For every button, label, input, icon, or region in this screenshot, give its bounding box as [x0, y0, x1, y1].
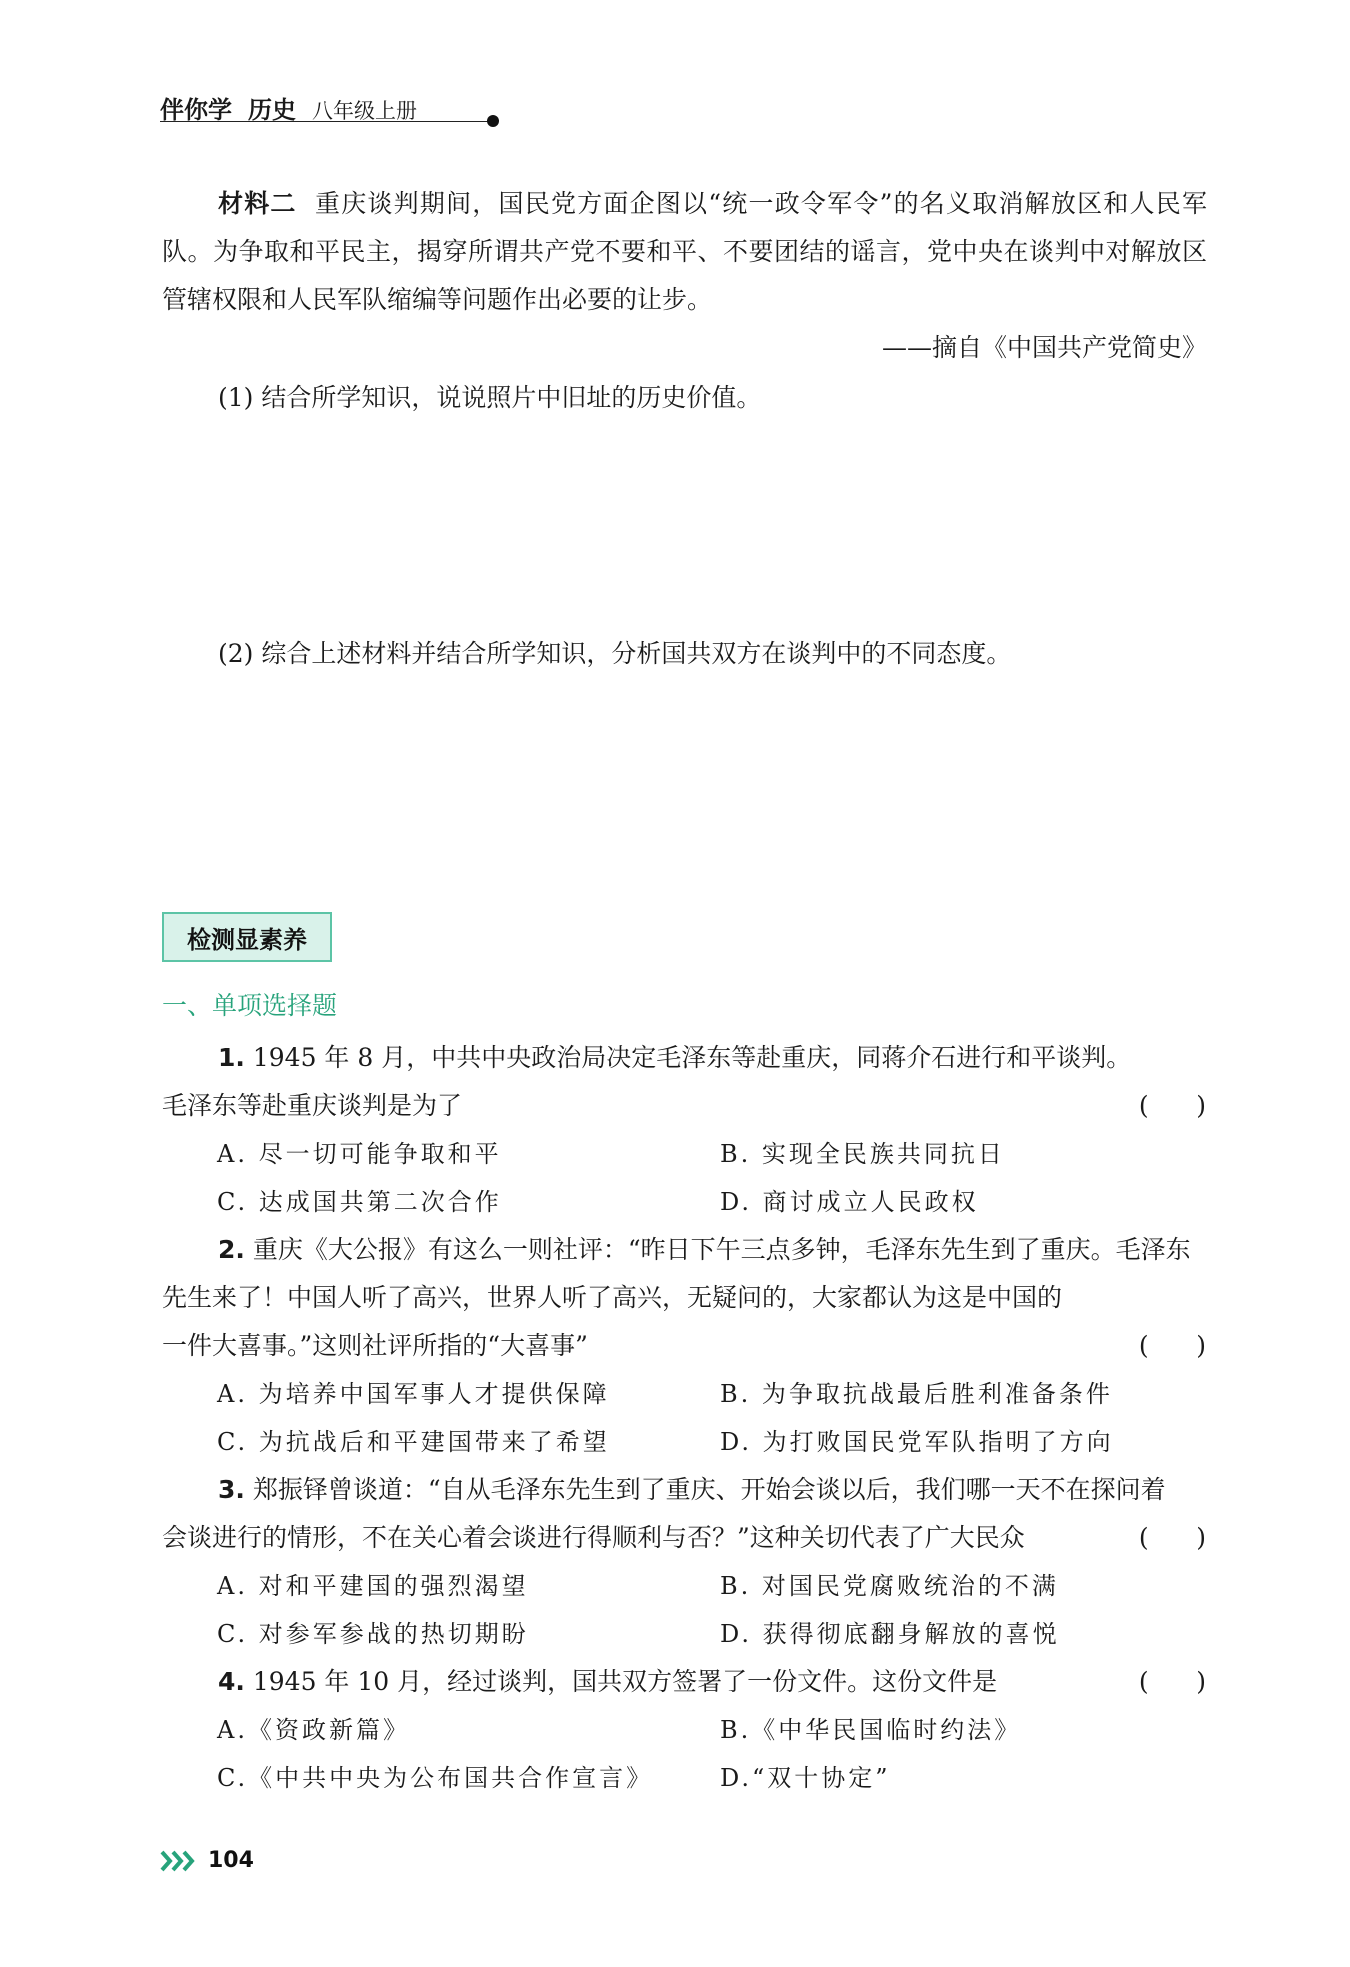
- mc-1-stem-b: 毛泽东等赴重庆谈判是为了: [162, 1091, 463, 1120]
- mc-4-option-d[interactable]: D.“双十协定”: [720, 1764, 891, 1792]
- mc-3-answer-blank[interactable]: ( ): [1138, 1523, 1206, 1552]
- mc-2-number: 2.: [218, 1235, 245, 1264]
- header-dot: [487, 115, 499, 127]
- mc-question-3: [162, 1466, 1210, 1658]
- mc-1-option-a[interactable]: A. 尽一切可能争取和平: [217, 1140, 502, 1168]
- mc-3-stem-a: 郑振铎曾谈道：“自从毛泽东先生到了重庆、开始会谈以后，我们哪一天不在探问着: [252, 1475, 1166, 1504]
- grade-label: 八年级上册: [312, 99, 417, 123]
- mc-4-stem-b: 1945 年 10 月，经过谈判，国共双方签署了一份文件。这份文件是: [252, 1667, 998, 1696]
- mc-question-1: [162, 1034, 1210, 1226]
- chevrons-right-icon: [160, 1849, 198, 1873]
- book-title: 伴你学: [160, 96, 232, 124]
- mc-4-options: [162, 1706, 1210, 1802]
- mc-2-option-d[interactable]: D. 为打败国民党军队指明了方向: [720, 1428, 1114, 1456]
- header-rule: [160, 121, 490, 122]
- mc-2-stem-b: 一件大喜事。”这则社评所指的“大喜事”: [162, 1331, 588, 1360]
- mc-1-stem-end: [162, 1082, 1210, 1130]
- mc-4-option-a[interactable]: A.《资政新篇》: [217, 1716, 410, 1744]
- mc-3-number: 3.: [218, 1475, 245, 1504]
- mc-4-option-b[interactable]: B.《中华民国临时约法》: [720, 1716, 1022, 1744]
- subject-title: 历史: [248, 96, 296, 124]
- mc-1-stem-a: 1945 年 8 月，中共中央政治局决定毛泽东等赴重庆，同蒋介石进行和平谈判。: [252, 1043, 1132, 1072]
- mc-3-stem: [162, 1466, 1210, 1514]
- material-2-source: ——摘自《中国共产党简史》: [881, 333, 1207, 362]
- question-1: [162, 374, 1207, 422]
- mc-2-option-c[interactable]: C. 为抗战后和平建国带来了希望: [217, 1428, 610, 1456]
- mc-2-option-a[interactable]: A. 为培养中国军事人才提供保障: [217, 1380, 610, 1408]
- mc-question-4: [162, 1658, 1210, 1802]
- mc-1-options: [162, 1130, 1210, 1226]
- mc-1-stem: [162, 1034, 1210, 1082]
- mc-3-options: [162, 1562, 1210, 1658]
- mc-4-answer-blank[interactable]: ( ): [1138, 1667, 1206, 1696]
- mc-3-option-b[interactable]: B. 对国民党腐败统治的不满: [720, 1572, 1059, 1600]
- mc-2-stem-a: 重庆《大公报》有这么一则社评：“昨日下午三点多钟，毛泽东先生到了重庆。毛泽东先生来了！中国人听了高兴，世界人听了高兴，无疑问的，大家都认为这是中国的: [162, 1235, 1191, 1312]
- question-2-text: (2) 综合上述材料并结合所学知识，分析国共双方在谈判中的不同态度。: [218, 639, 1012, 668]
- mc-1-number: 1.: [218, 1043, 245, 1072]
- section-title: 一、单项选择题: [162, 991, 338, 1020]
- mc-3-option-c[interactable]: C. 对参军参战的热切期盼: [217, 1620, 529, 1648]
- page-number: 104: [208, 1848, 254, 1873]
- material-2-lead: 材料二: [218, 189, 297, 218]
- mc-2-options: [162, 1370, 1210, 1466]
- mc-2-stem-end: [162, 1322, 1210, 1370]
- mc-question-2: [162, 1226, 1210, 1466]
- question-1-text: (1) 结合所学知识，说说照片中旧址的历史价值。: [218, 383, 762, 412]
- mc-2-answer-blank[interactable]: ( ): [1138, 1331, 1206, 1360]
- mc-1-option-d[interactable]: D. 商讨成立人民政权: [720, 1188, 979, 1216]
- material-2-paragraph: [162, 180, 1207, 324]
- mc-4-stem: [218, 1658, 997, 1706]
- question-2: [162, 630, 1207, 678]
- mc-2-option-b[interactable]: B. 为争取抗战最后胜利准备条件: [720, 1380, 1113, 1408]
- mc-1-answer-blank[interactable]: ( ): [1138, 1091, 1206, 1120]
- material-2-text: 重庆谈判期间，国民党方面企图以“统一政令军令”的名义取消解放区和人民军队。为争取和平民主，揭穿所谓共产党不要和平、不要团结的谣言，党中央在谈判中对解放区管辖权限和人民军队缩编等问题作出必要的让步。: [162, 189, 1207, 314]
- mc-3-stem-end: [162, 1514, 1210, 1562]
- section-box: 检测显素养: [162, 912, 332, 962]
- mc-1-option-b[interactable]: B. 实现全民族共同抗日: [720, 1140, 1005, 1168]
- mc-3-option-a[interactable]: A. 对和平建国的强烈渴望: [217, 1572, 529, 1600]
- mc-4-option-c[interactable]: C.《中共中央为公布国共合作宣言》: [217, 1764, 654, 1792]
- mc-4-number: 4.: [218, 1667, 245, 1696]
- mc-2-stem: [162, 1226, 1210, 1322]
- mc-3-stem-b: 会谈进行的情形，不在关心着会谈进行得顺利与否？”这种关切代表了广大民众: [162, 1523, 1025, 1552]
- mc-4-stem-end: [162, 1658, 1210, 1706]
- material-2: [162, 180, 1207, 372]
- mc-1-option-c[interactable]: C. 达成国共第二次合作: [217, 1188, 502, 1216]
- page-footer: [160, 1848, 254, 1873]
- mc-3-option-d[interactable]: D. 获得彻底翻身解放的喜悦: [720, 1620, 1060, 1648]
- running-header: [160, 90, 500, 125]
